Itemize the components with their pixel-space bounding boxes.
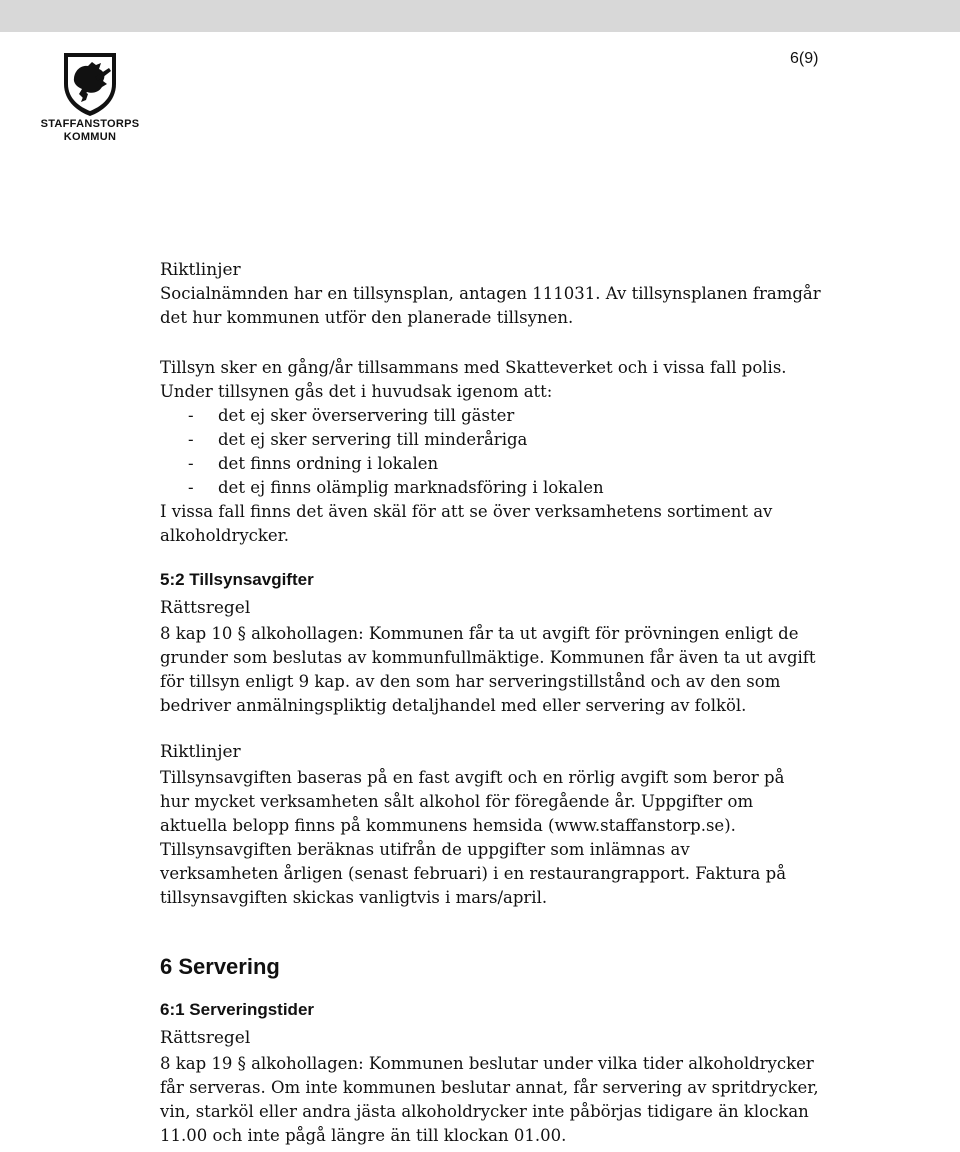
list-item: - det ej sker servering till minderåriga (160, 428, 860, 452)
paragraph-line: 8 kap 10 § alkohollagen: Kommunen får ta ut avgift för prövningen enligt de (160, 624, 799, 643)
coat-of-arms-icon (61, 50, 119, 118)
page-number: 6(9) (790, 50, 819, 67)
logo-text-line1: STAFFANSTORPS (40, 118, 140, 130)
paragraph-line: bedriver anmälningspliktig detaljhandel med eller servering av folköl. (160, 696, 747, 715)
list-item: - det ej sker överservering till gäster (160, 404, 860, 428)
paragraph-line: alkoholdrycker. (160, 526, 289, 545)
rattsregel-heading-2: Rättsregel (160, 1028, 251, 1048)
paragraph-line: det hur kommunen utför den planerade tillsynen. (160, 308, 574, 327)
top-bar (0, 0, 960, 32)
paragraph-line: grunder som beslutas av kommunfullmäktige. Kommunen får även ta ut avgift (160, 648, 816, 667)
logo-text-line2: KOMMUN (63, 131, 117, 143)
paragraph-line: aktuella belopp finns på kommunens hemsida (www.staffanstorp.se). (160, 816, 736, 835)
tillsyn-paragraph (160, 356, 860, 548)
tillsynsavgifter-heading: 5:2 Tillsynsavgifter (160, 570, 314, 589)
paragraph-line: vin, starköl eller andra jästa alkoholdrycker inte påbörjas tidigare än klockan (160, 1102, 809, 1121)
riktlinjer-heading-2: Riktlinjer (160, 742, 241, 762)
riktlinjer-heading: Riktlinjer (160, 260, 241, 280)
paragraph-line: hur mycket verksamheten sålt alkohol för föregående år. Uppgifter om (160, 792, 754, 811)
staffanstorp-logo (40, 50, 140, 144)
list-item: - det ej finns olämplig marknadsföring i lokalen (160, 476, 860, 500)
rattsregel-heading: Rättsregel (160, 598, 251, 618)
list-item: - det finns ordning i lokalen (160, 452, 860, 476)
paragraph-line: Under tillsynen gås det i huvudsak igenom att: (160, 382, 553, 401)
paragraph-line: får serveras. Om inte kommunen beslutar annat, får servering av spritdrycker, (160, 1078, 819, 1097)
paragraph-line: tillsynsavgiften skickas vanligtvis i mars/april. (160, 888, 548, 907)
paragraph-line: Tillsyn sker en gång/år tillsammans med Skatteverket och i vissa fall polis. (160, 358, 787, 377)
tillsynsplan-paragraph (160, 282, 860, 330)
serveringstider-heading: 6:1 Serveringstider (160, 1000, 315, 1019)
paragraph-line: Tillsynsavgiften beräknas utifrån de uppgifter som inlämnas av (160, 840, 690, 859)
paragraph-line: för tillsyn enligt 9 kap. av den som har serveringstillstånd och av den som (160, 672, 781, 691)
paragraph-line: Socialnämnden har en tillsynsplan, antagen 111031. Av tillsynsplanen framgår (160, 284, 821, 303)
tillsyn-checklist (160, 404, 860, 500)
paragraph-line: 11.00 och inte pågå längre än till klockan 01.00. (160, 1126, 567, 1145)
rattsregel-paragraph (160, 622, 860, 718)
servering-heading: 6 Servering (160, 954, 280, 979)
paragraph-line: Tillsynsavgiften baseras på en fast avgift och en rörlig avgift som beror på (160, 768, 785, 787)
paragraph-line: 8 kap 19 § alkohollagen: Kommunen beslutar under vilka tider alkoholdrycker (160, 1054, 814, 1073)
paragraph-line: verksamheten årligen (senast februari) i en restaurangrapport. Faktura på (160, 864, 787, 883)
tillsynsavgift-paragraph (160, 766, 860, 910)
serveringstider-paragraph (160, 1052, 860, 1148)
paragraph-line: I vissa fall finns det även skäl för att se över verksamhetens sortiment av (160, 502, 773, 521)
